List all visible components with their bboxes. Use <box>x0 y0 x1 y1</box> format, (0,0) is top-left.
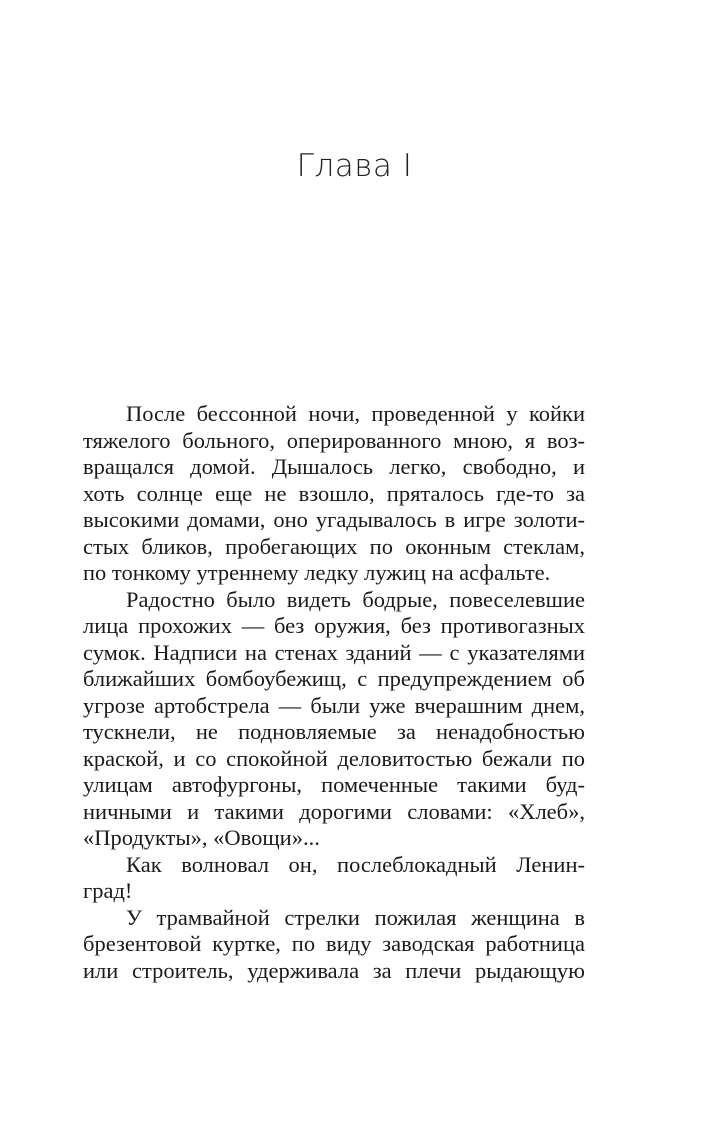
text-line: Как волновал он, послеблокадный Ленин- <box>126 851 585 877</box>
paragraph-2 <box>83 587 585 852</box>
text-line: или строитель, удерживала за плечи рыдающую <box>83 957 585 983</box>
text-line: град! <box>83 878 133 903</box>
text-line: У трамвайной стрелки пожилая женщина в <box>126 904 585 930</box>
text-line: стых бликов, пробегающих по оконным стеклам, <box>83 533 585 559</box>
paragraph-1 <box>83 401 585 587</box>
text-line: тускнели, не подновляемые за ненадобностью <box>83 719 585 744</box>
text-line: «Продукты», «Овощи»... <box>83 825 320 850</box>
text-line: краской, и со спокойной деловитостью бежали по <box>83 745 585 771</box>
text-line: Радостно было видеть бодрые, повеселевшие <box>126 586 585 612</box>
text-line: высокими домами, оно угадывалось в игре золоти- <box>83 507 585 532</box>
body-text <box>83 401 585 984</box>
text-line: вращался домой. Дышалось легко, свободно, и <box>83 454 585 479</box>
text-line: После бессонной ночи, проведенной у койки <box>126 401 585 426</box>
text-line: тяжелого больного, оперированного мною, я воз- <box>83 427 585 453</box>
text-line: сумок. Надписи на стенах зданий — с указателями <box>83 639 585 665</box>
text-line: угрозе артобстрела — были уже вчерашним днем, <box>83 692 585 718</box>
paragraph-4 <box>83 905 585 985</box>
text-line: лица прохожих — без оружия, без противогазных <box>83 613 585 638</box>
text-line: улицам автофургоны, помеченные такими буд- <box>83 772 585 797</box>
text-line: ближайших бомбоубежищ, с предупреждением об <box>83 666 585 691</box>
chapter-title: Глава I <box>296 148 413 184</box>
text-line: по тонкому утреннему ледку лужиц на асфальте. <box>83 560 551 585</box>
text-line: ничными и такими дорогими словами: «Хлеб», <box>83 798 585 824</box>
text-line: хоть солнце еще не взошло, пряталось где-то за <box>83 480 585 506</box>
text-line: брезентовой куртке, по виду заводская работница <box>83 931 585 956</box>
paragraph-3 <box>83 852 585 905</box>
